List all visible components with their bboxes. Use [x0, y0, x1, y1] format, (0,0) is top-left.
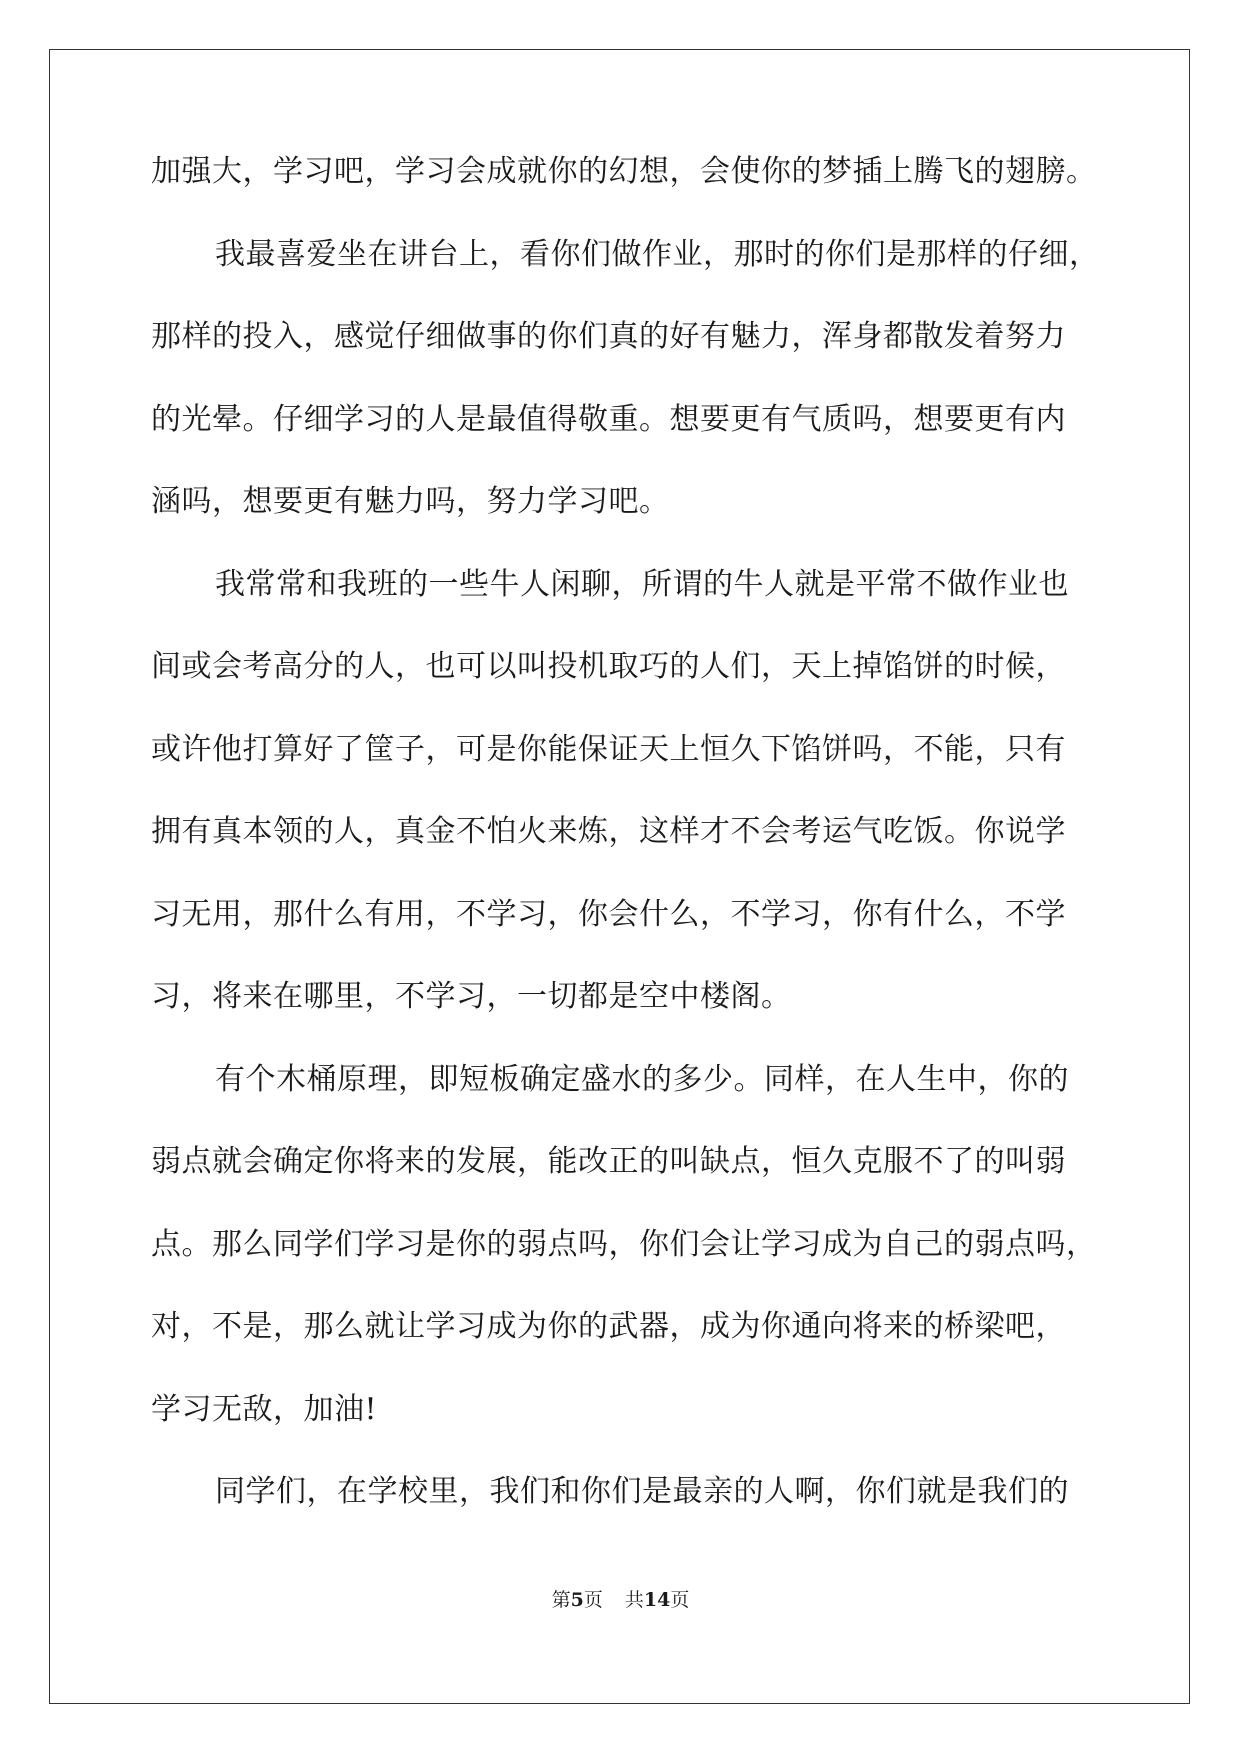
text-line-2: 我最喜爱坐在讲台上，看你们做作业，那时的你们是那样的仔细， [215, 236, 1100, 272]
text-line-16: 学习无敌，加油! [151, 1391, 378, 1427]
text-line-15: 对，不是，那么就让学习成为你的武器，成为你通向将来的桥梁吧， [151, 1309, 1066, 1344]
text-line-10: 习无用，那什么有用，不学习，你会什么，不学习，你有什么，不学 [151, 896, 1066, 932]
document-body [151, 154, 1100, 1560]
text-line-13: 弱点就会确定你将来的发展，能改正的叫缺点，恒久克服不了的叫弱 [151, 1144, 1066, 1179]
footer-total-prefix: 共 [624, 1589, 644, 1611]
text-line-6: 我常常和我班的一些牛人闲聊，所谓的牛人就是平常不做作业也 [215, 566, 1069, 602]
current-page-number: 5 [570, 1589, 584, 1611]
text-line-11: 习，将来在哪里，不学习，一切都是空中楼阁。 [151, 979, 792, 1014]
text-line-3: 那样的投入，感觉仔细做事的你们真的好有魅力，浑身都散发着努力 [151, 319, 1066, 354]
text-line-14: 点。那么同学们学习是你的弱点吗，你们会让学习成为自己的弱点吗， [151, 1226, 1097, 1262]
text-line-4: 的光晕。仔细学习的人是最值得敬重。想要更有气质吗，想要更有内 [151, 401, 1066, 437]
text-line-1: 加强大，学习吧，学习会成就你的幻想，会使你的梦插上腾飞的翅膀。 [151, 154, 1097, 189]
text-line-8: 或许他打算好了筐子，可是你能保证天上恒久下馅饼吗，不能，只有 [151, 731, 1066, 767]
text-line-7: 间或会考高分的人，也可以叫投机取巧的人们，天上掉馅饼的时候， [151, 649, 1066, 684]
text-line-12: 有个木桶原理，即短板确定盛水的多少。同样，在人生中，你的 [215, 1061, 1069, 1097]
text-line-9: 拥有真本领的人，真金不怕火来炼，这样才不会考运气吃饭。你说学 [151, 814, 1066, 849]
text-line-17: 同学们，在学校里，我们和你们是最亲的人啊，你们就是我们的 [215, 1474, 1069, 1509]
footer-prefix: 第 [551, 1589, 571, 1611]
footer-page-suffix: 页 [583, 1589, 603, 1611]
text-line-5: 涵吗，想要更有魅力吗，努力学习吧。 [151, 484, 670, 519]
page-footer [0, 1589, 1241, 1611]
total-page-count: 14 [643, 1589, 671, 1611]
footer-total-suffix: 页 [670, 1589, 690, 1611]
